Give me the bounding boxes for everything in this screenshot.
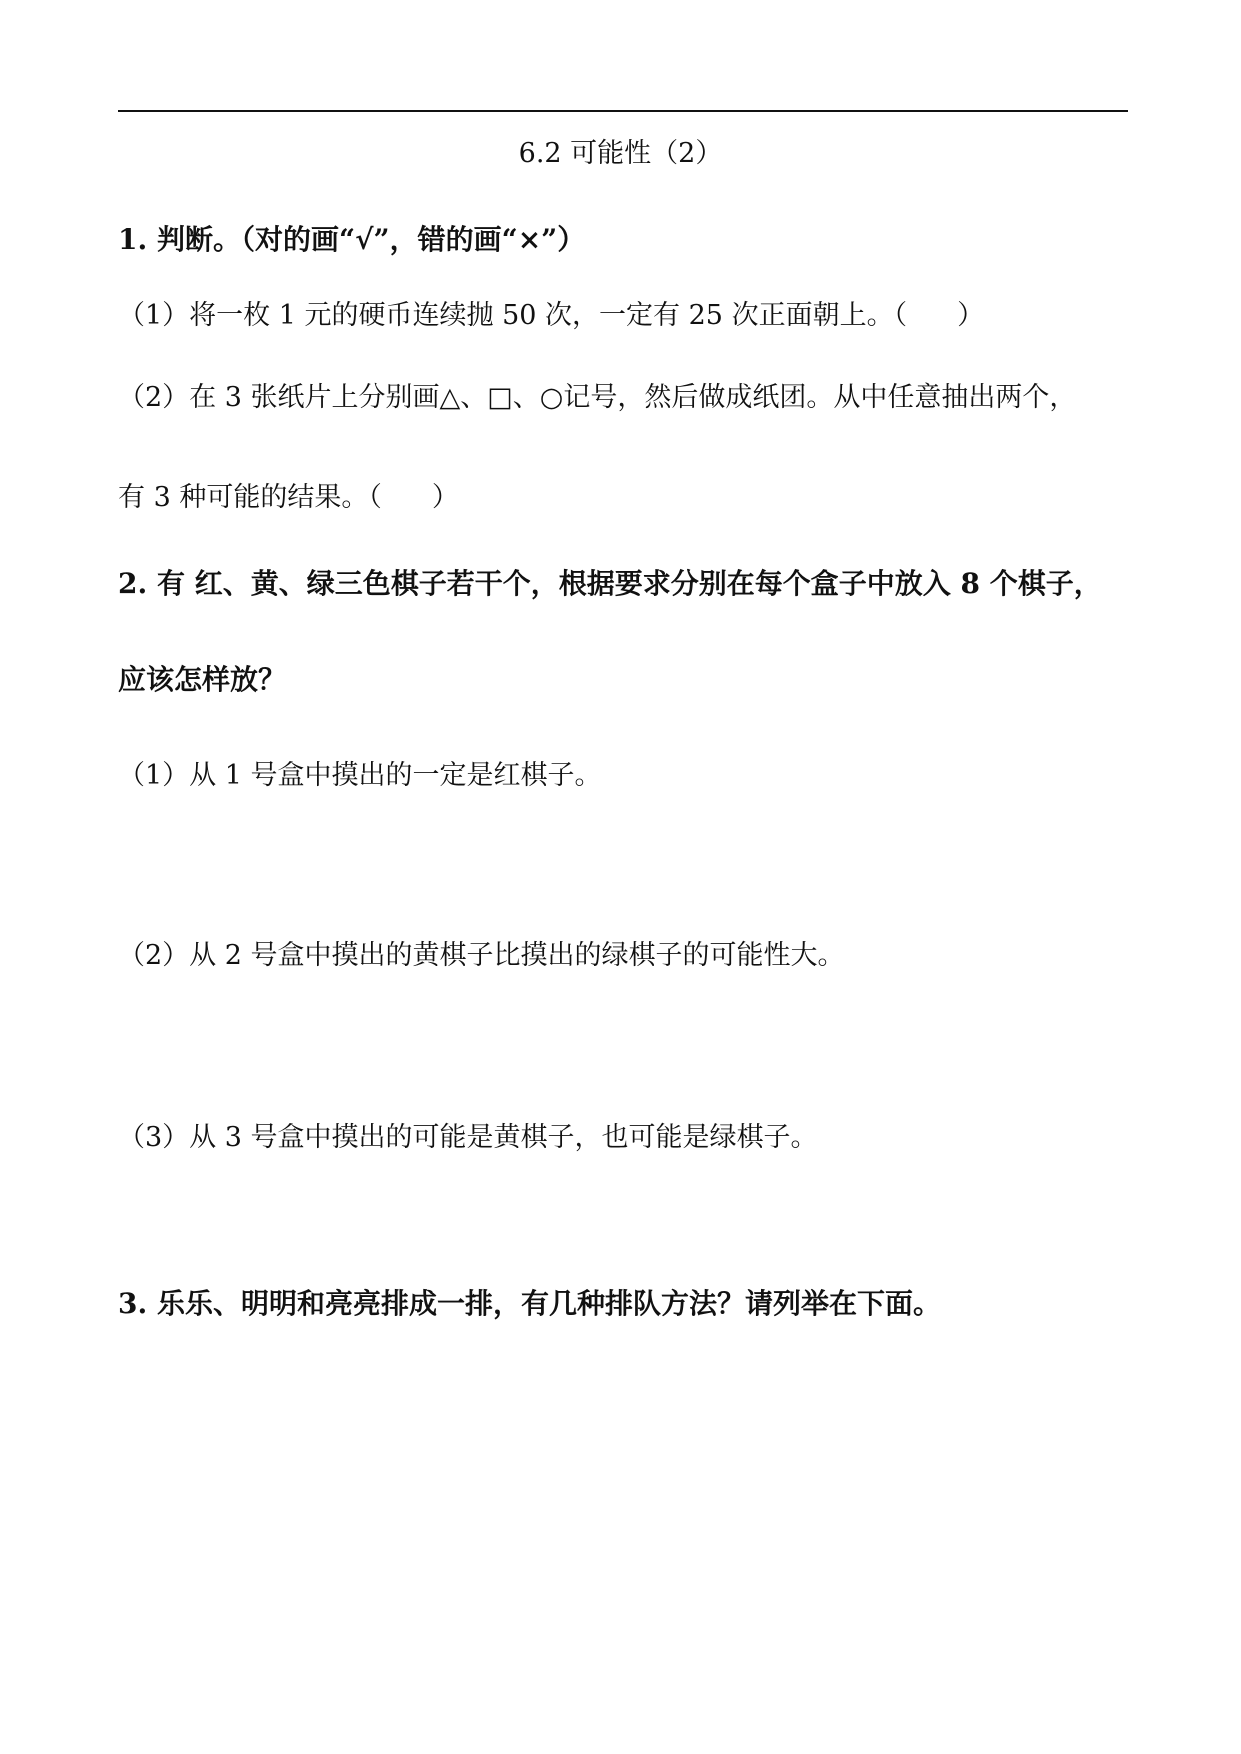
question-2-item-1: （1）从 1 号盒中摸出的一定是红棋子。 <box>118 760 602 791</box>
header-rule <box>118 110 1128 112</box>
question-3-heading: 3. 乐乐、明明和亮亮排成一排，有几种排队方法？请列举在下面。 <box>118 1287 941 1320</box>
question-2-item-3: （3）从 3 号盒中摸出的可能是黄棋子，也可能是绿棋子。 <box>118 1122 818 1153</box>
question-1-item-1 <box>118 298 984 334</box>
question-1-item-1-text: （1）将一枚 1 元的硬币连续抛 50 次，一定有 25 次正面朝上。（ <box>118 300 908 331</box>
question-1-item-2-text: 有 3 种可能的结果。（ <box>118 482 382 513</box>
page-title: 6.2 可能性（2） <box>518 138 723 169</box>
question-1-item-2-line-1: （2）在 3 张纸片上分别画△、□、○记号，然后做成纸团。从中任意抽出两个， <box>118 382 1077 413</box>
close-paren: ） <box>957 300 985 331</box>
question-1-heading: 1. 判断。（对的画“√”，错的画“×”） <box>118 223 586 256</box>
question-2-heading-line-2: 应该怎样放？ <box>118 663 287 696</box>
question-1-item-2-line-2 <box>118 480 459 516</box>
close-paren: ） <box>431 482 459 513</box>
question-2-heading-line-1: 2. 有 红、黄、绿三色棋子若干个，根据要求分别在每个盒子中放入 8 个棋子， <box>118 567 1102 600</box>
question-2-item-2: （2）从 2 号盒中摸出的黄棋子比摸出的绿棋子的可能性大。 <box>118 940 845 971</box>
